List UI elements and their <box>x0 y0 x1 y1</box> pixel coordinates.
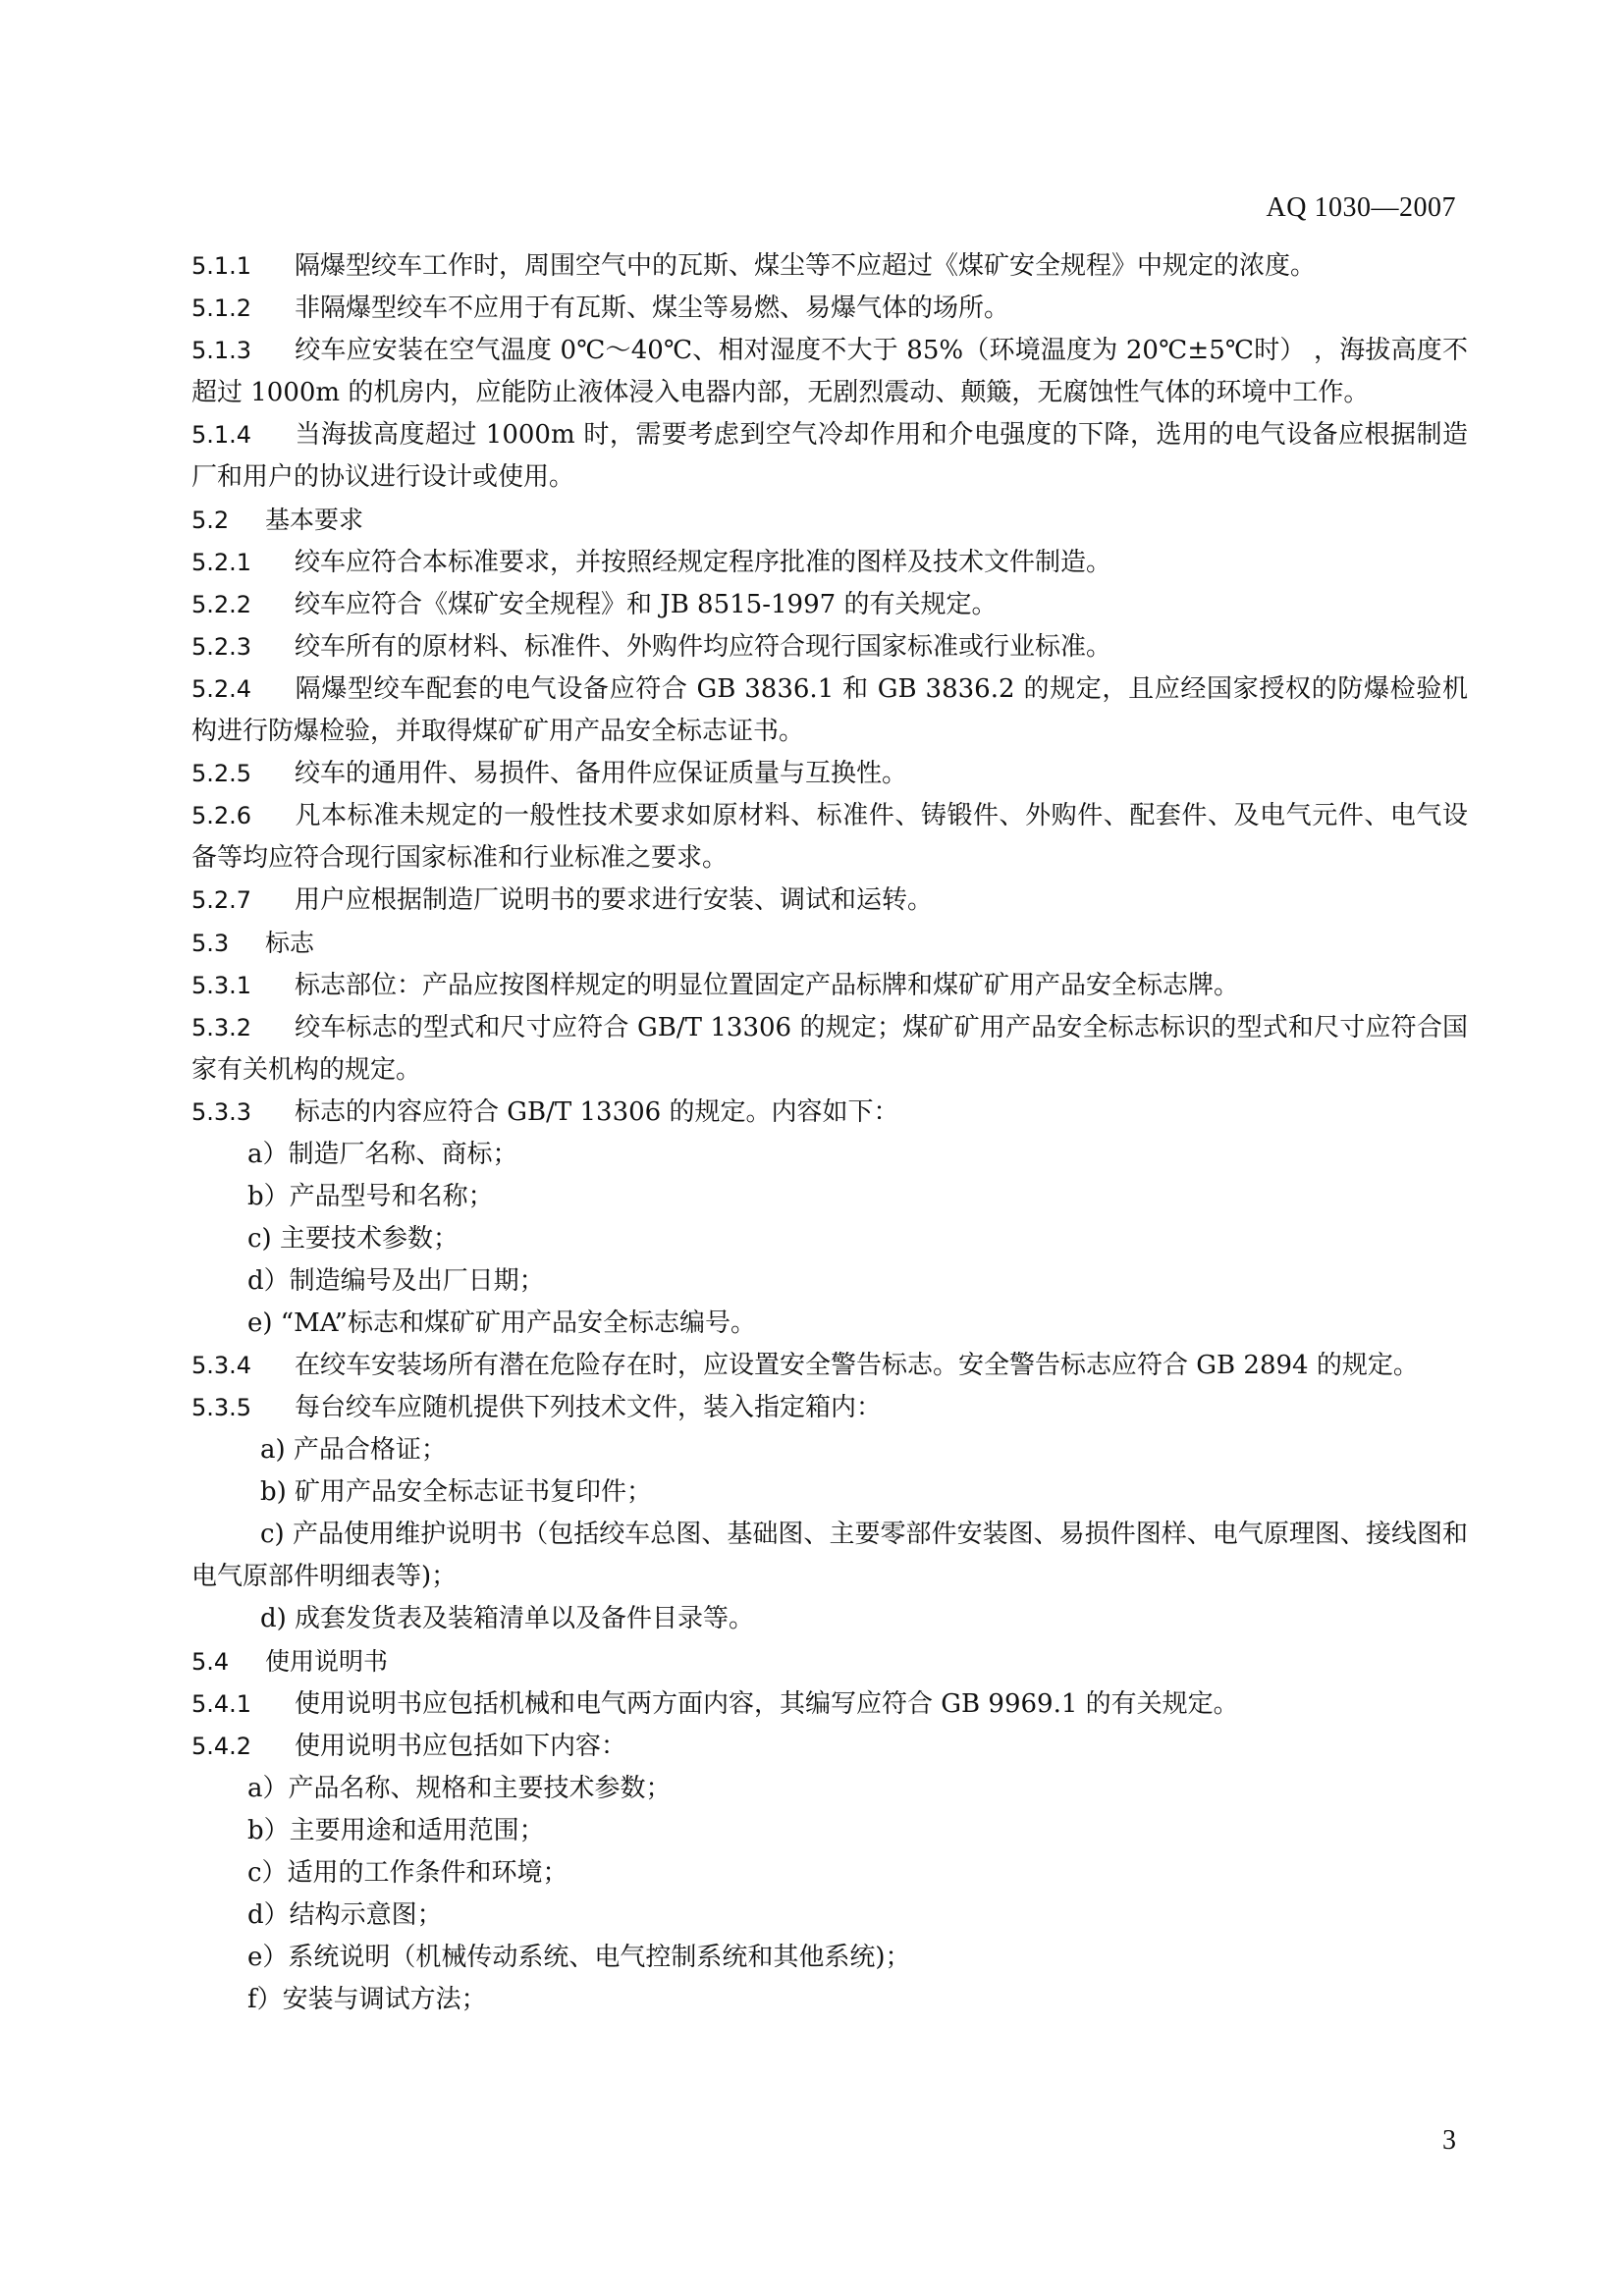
clause-text: 绞车应安装在空气温度 0℃～40℃、相对湿度不大于 85%（环境温度为 20℃±5℃时） ，海拔高度不超过 1000m 的机房内，应能防止液体浸入电器内部，无剧烈震动、颠簸，无腐蚀性气体的环境中工作。 <box>191 336 1468 407</box>
clause-text: 隔爆型绞车配套的电气设备应符合 GB 3836.1 和 GB 3836.2 的规定，且应经国家授权的防爆检验机构进行防爆检验，并取得煤矿矿用产品安全标志证书。 <box>191 674 1468 746</box>
clause-text: 在绞车安装场所有潜在危险存在时，应设置安全警告标志。安全警告标志应符合 GB 2894 的规定。 <box>295 1351 1419 1380</box>
clause-text: 绞车应符合本标准要求，并按照经规定程序批准的图样及技术文件制造。 <box>295 548 1112 577</box>
clause-5-4-2 <box>191 1726 1468 1768</box>
section-heading-5-2 <box>191 499 1468 542</box>
clause-text: 标志的内容应符合 GB/T 13306 的规定。内容如下： <box>295 1097 899 1127</box>
section-title: 标志 <box>265 929 315 957</box>
list-item: c）适用的工作条件和环境； <box>247 1858 568 1888</box>
section-heading-5-3 <box>191 922 1468 965</box>
clause-5-3-2 <box>191 1007 1468 1092</box>
list-item: c) 产品使用维护说明书（包括绞车总图、基础图、主要零部件安装图、易损件图样、电气原理图、接线图和电气原部件明细表等)； <box>191 1520 1468 1591</box>
clause-text: 使用说明书应包括如下内容： <box>295 1732 627 1761</box>
clause-number: 5.3.5 <box>191 1394 252 1421</box>
list-item: b) 矿用产品安全标志证书复印件； <box>260 1477 653 1507</box>
clause-number: 5.2.1 <box>191 549 252 576</box>
clause-text: 绞车所有的原材料、标准件、外购件均应符合现行国家标准或行业标准。 <box>295 632 1112 662</box>
clause-5-1-2 <box>191 288 1468 330</box>
clause-number: 5.1.3 <box>191 337 252 364</box>
list-item: d) 成套发货表及装箱清单以及备件目录等。 <box>260 1604 755 1633</box>
page-number: 3 <box>1442 2125 1456 2156</box>
clause-5-3-1 <box>191 965 1468 1007</box>
clause-5-2-1 <box>191 542 1468 584</box>
clause-5-3-3 <box>191 1092 1468 1134</box>
clause-text: 绞车的通用件、易损件、备用件应保证质量与互换性。 <box>295 759 908 788</box>
section-number: 5.4 <box>191 1648 230 1676</box>
clause-5-1-3 <box>191 330 1468 414</box>
section-number: 5.2 <box>191 507 230 534</box>
clause-5-4-1 <box>191 1683 1468 1726</box>
clause-text: 每台绞车应随机提供下列技术文件，装入指定箱内： <box>295 1393 883 1422</box>
clause-number: 5.1.1 <box>191 252 252 280</box>
clause-5-2-4 <box>191 668 1468 753</box>
list-item: a) 产品合格证； <box>260 1435 447 1465</box>
clause-number: 5.3.1 <box>191 972 252 999</box>
document-code: AQ 1030—2007 <box>1266 192 1456 223</box>
clause-text: 标志部位：产品应按图样规定的明显位置固定产品标牌和煤矿矿用产品安全标志牌。 <box>295 971 1240 1000</box>
clause-text: 绞车应符合《煤矿安全规程》和 JB 8515-1997 的有关规定。 <box>295 590 998 619</box>
section-number: 5.3 <box>191 930 230 957</box>
clause-number: 5.2.4 <box>191 675 252 703</box>
clause-5-3-5 <box>191 1387 1468 1429</box>
list-item: e）系统说明（机械传动系统、电气控制系统和其他系统)； <box>247 1943 911 1972</box>
clause-5-1-1 <box>191 245 1468 288</box>
clause-number: 5.2.7 <box>191 886 252 914</box>
list-item: d）结构示意图； <box>247 1900 443 1930</box>
clause-number: 5.1.2 <box>191 294 252 322</box>
list-item: b）主要用途和适用范围； <box>247 1816 545 1845</box>
clause-number: 5.3.3 <box>191 1098 252 1126</box>
clause-text: 使用说明书应包括机械和电气两方面内容，其编写应符合 GB 9969.1 的有关规定。 <box>295 1689 1239 1719</box>
document-body <box>191 245 1468 2021</box>
clause-number: 5.3.2 <box>191 1014 252 1041</box>
clause-number: 5.2.5 <box>191 760 252 787</box>
clause-text: 隔爆型绞车工作时，周围空气中的瓦斯、煤尘等不应超过《煤矿安全规程》中规定的浓度。 <box>295 251 1317 281</box>
list-item: f）安装与调试方法； <box>247 1985 487 2014</box>
list-item: c) 主要技术参数； <box>247 1224 459 1254</box>
clause-number: 5.2.6 <box>191 802 252 829</box>
clause-text: 当海拔高度超过 1000m 时，需要考虑到空气冷却作用和介电强度的下降，选用的电气设备应根据制造厂和用户的协议进行设计或使用。 <box>191 420 1468 492</box>
list-item: a）制造厂名称、商标； <box>247 1140 518 1169</box>
clause-number: 5.1.4 <box>191 421 252 449</box>
section-heading-5-4 <box>191 1640 1468 1683</box>
clause-text: 非隔爆型绞车不应用于有瓦斯、煤尘等易燃、易爆气体的场所。 <box>295 294 1010 323</box>
clause-5-2-7 <box>191 880 1468 922</box>
section-title: 使用说明书 <box>265 1647 389 1676</box>
clause-5-2-6 <box>191 795 1468 880</box>
clause-5-2-3 <box>191 626 1468 668</box>
clause-5-3-4 <box>191 1345 1468 1387</box>
list-item: b）产品型号和名称； <box>247 1182 494 1211</box>
clause-number: 5.4.1 <box>191 1690 252 1718</box>
clause-number: 5.3.4 <box>191 1352 252 1379</box>
clause-5-2-2 <box>191 584 1468 626</box>
clause-number: 5.4.2 <box>191 1733 252 1760</box>
clause-text: 用户应根据制造厂说明书的要求进行安装、调试和运转。 <box>295 885 934 915</box>
list-item: a）产品名称、规格和主要技术参数； <box>247 1774 672 1803</box>
list-item: d）制造编号及出厂日期； <box>247 1266 545 1296</box>
clause-text: 绞车标志的型式和尺寸应符合 GB/T 13306 的规定；煤矿矿用产品安全标志标识的型式和尺寸应符合国家有关机构的规定。 <box>191 1013 1468 1085</box>
clause-number: 5.2.3 <box>191 633 252 661</box>
clause-number: 5.2.2 <box>191 591 252 618</box>
clause-text: 凡本标准未规定的一般性技术要求如原材料、标准件、铸锻件、外购件、配套件、及电气元件、电气设备等均应符合现行国家标准和行业标准之要求。 <box>191 801 1468 873</box>
clause-5-1-4 <box>191 414 1468 499</box>
section-title: 基本要求 <box>265 506 364 534</box>
list-item: e) “MA”标志和煤矿矿用产品安全标志编号。 <box>247 1308 756 1338</box>
clause-5-2-5 <box>191 753 1468 795</box>
